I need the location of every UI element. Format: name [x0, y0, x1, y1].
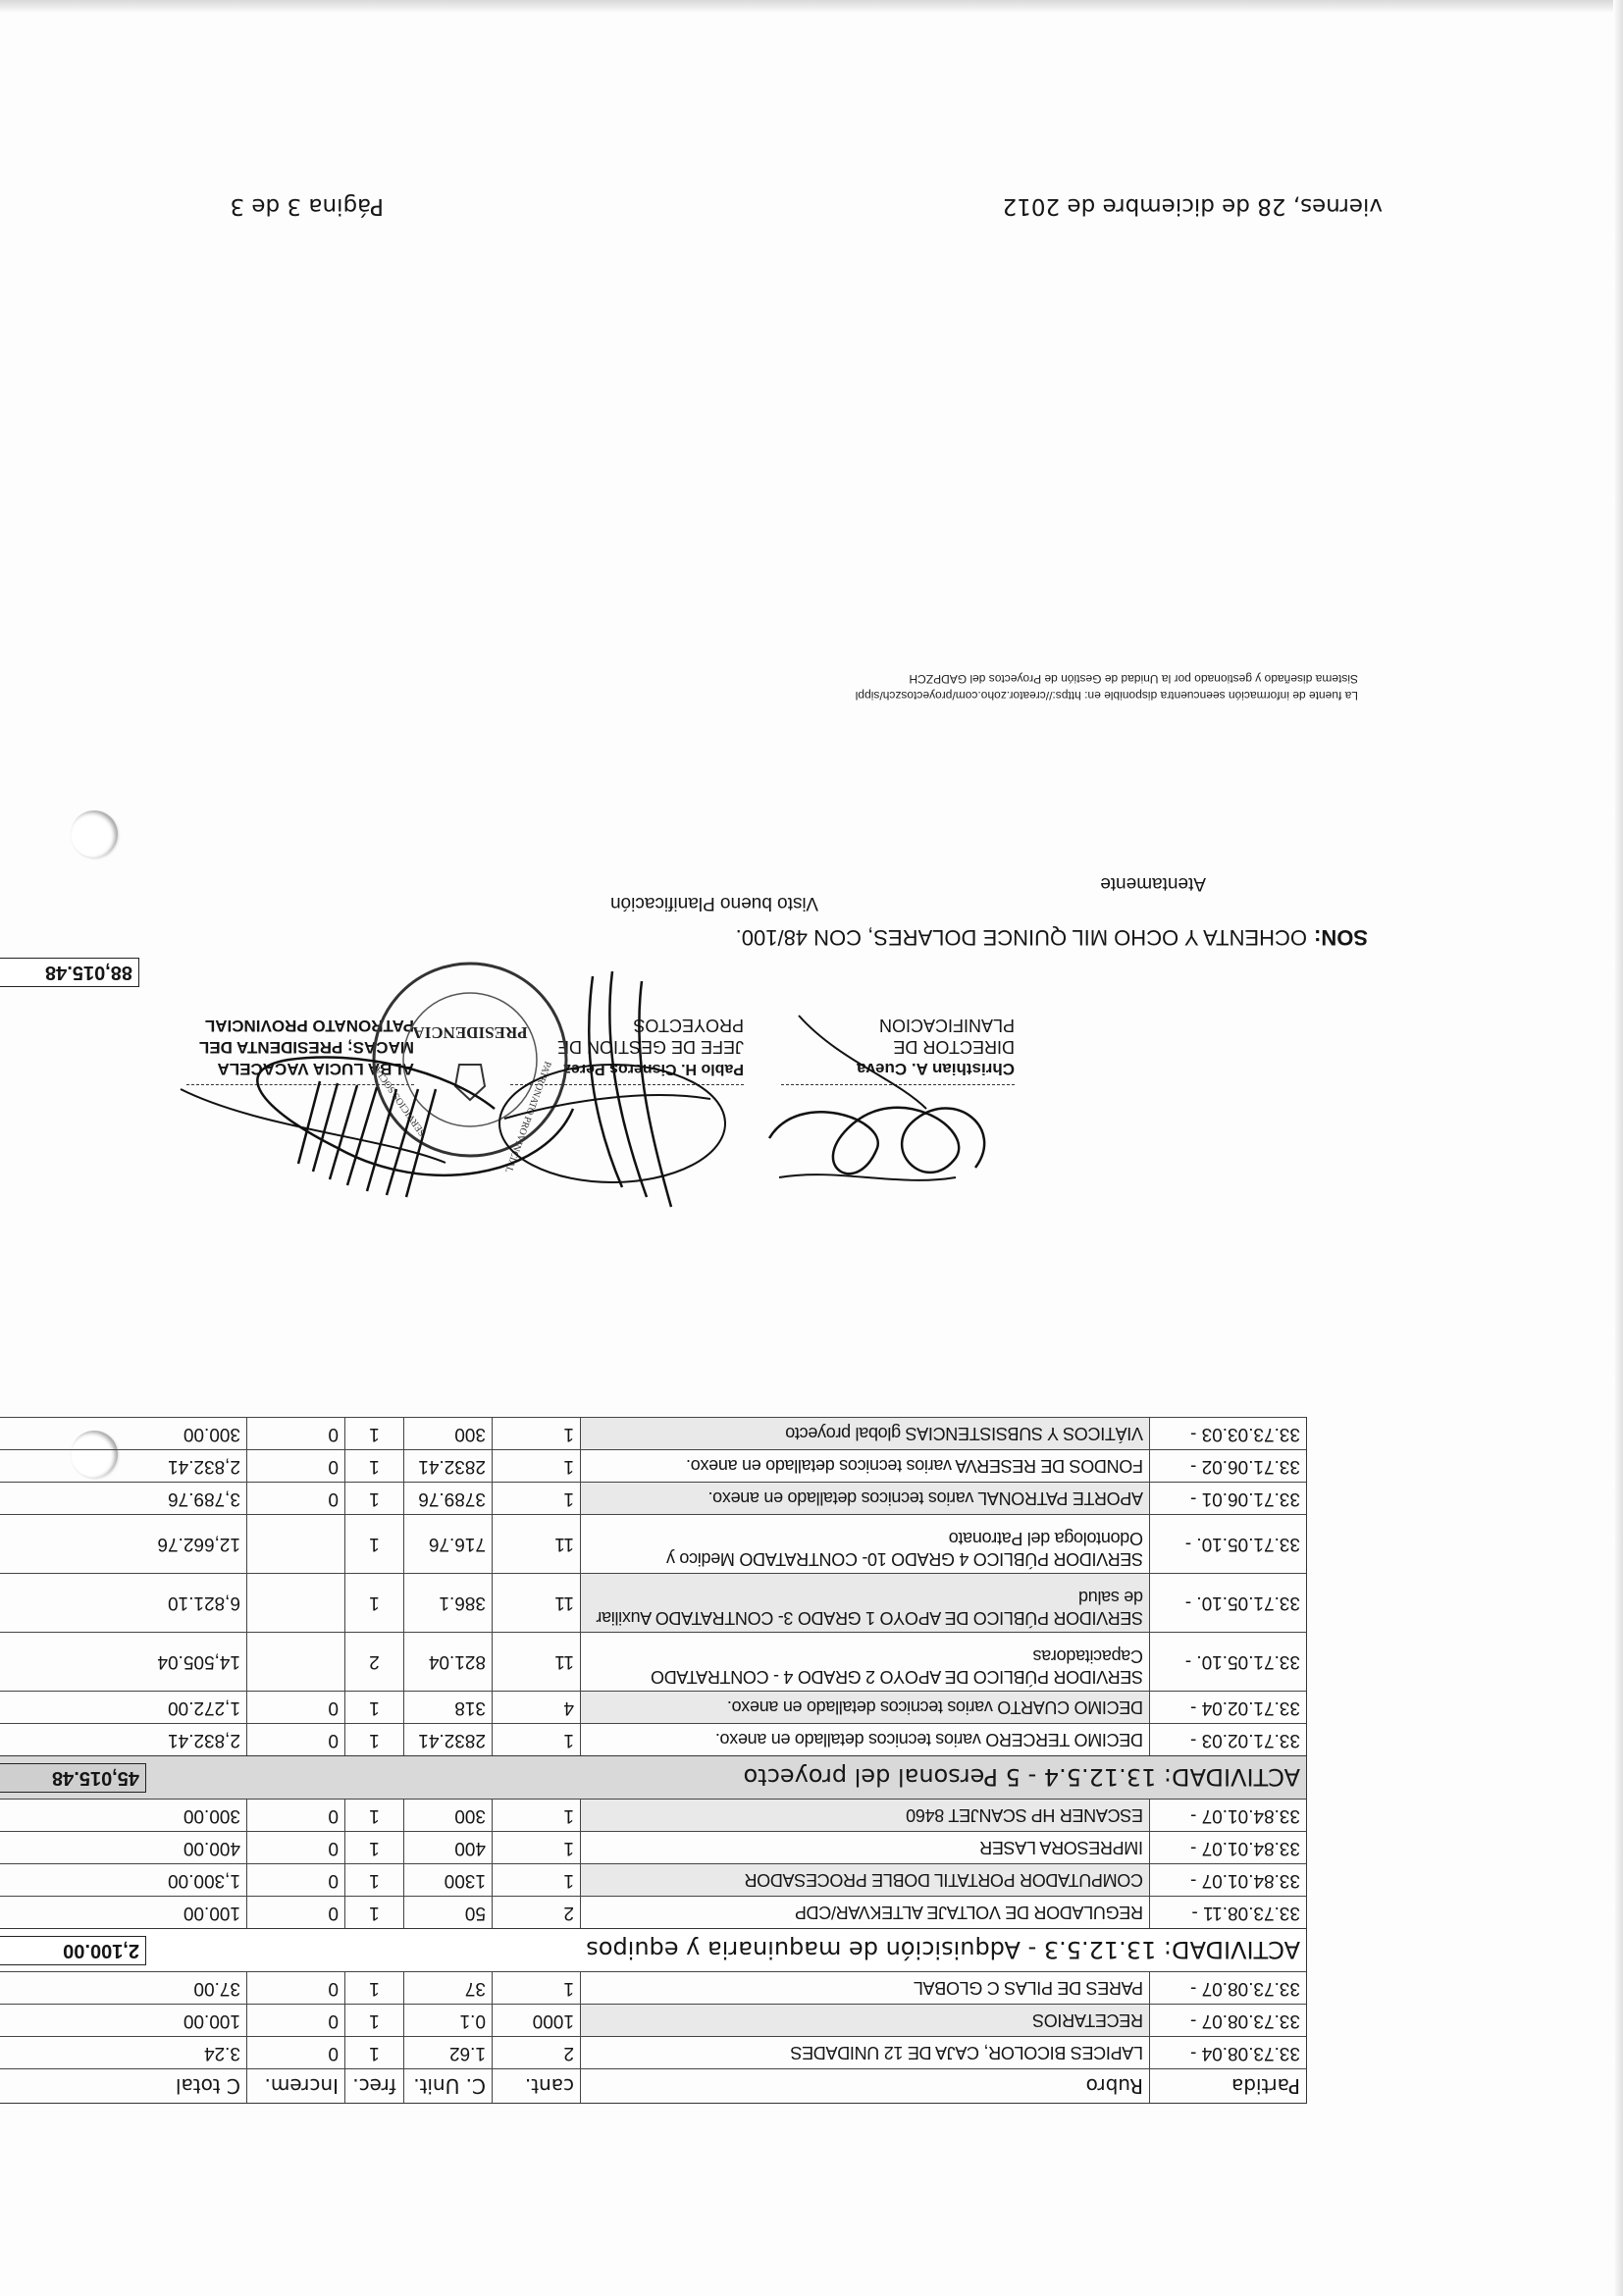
table-row — [0, 2036, 1307, 2068]
cell-cant: 4 — [492, 1692, 580, 1723]
table-row — [0, 1863, 1307, 1896]
cell-cunit: 0.1 — [403, 2005, 492, 2036]
table-row — [0, 2004, 1307, 2036]
table-row — [0, 1417, 1307, 1449]
header-cunit: C. Unit. — [403, 2069, 492, 2103]
cell-total: 37.00 — [193, 1978, 240, 1999]
cell-cunit: 300 — [403, 1800, 492, 1831]
cell-cunit: 3789.76 — [403, 1483, 492, 1514]
cell-partida: 33.71.02.04 - — [1149, 1692, 1306, 1723]
son-amount-in-words: OCHENTA Y OCHO MIL QUINCE DOLARES, CON 48/100. — [735, 925, 1307, 950]
cell-frec: 1 — [344, 1515, 403, 1573]
cell-frec: 1 — [344, 1692, 403, 1723]
cell-rubro: LAPICES BICOLOR, CAJA DE 12 UNIDADES — [580, 2037, 1149, 2068]
cell-frec: 1 — [344, 1832, 403, 1863]
cell-rubro: SERVIDOR PÚBLICO 4 GRADO 10- CONTRATADO Medico y Odontologa del Patronato — [580, 1515, 1149, 1573]
cell-increm — [246, 1515, 344, 1573]
grand-total: 88,015.48 — [0, 958, 139, 987]
cell-frec: 1 — [344, 1972, 403, 2004]
rows-top-group — [0, 1971, 1307, 2068]
cell-increm: 0 — [246, 2037, 344, 2068]
cell-cunit: 318 — [403, 1692, 492, 1723]
activity-label: ACTIVIDAD: 13.12.5.4 - 5 Personal del proyecto — [743, 1763, 1300, 1792]
cell-partida: 33.73.03.03 - — [1149, 1418, 1306, 1449]
activity-row-equipment — [0, 1928, 1307, 1971]
cell-cant: 1 — [492, 1483, 580, 1514]
cell-increm: 0 — [246, 1972, 344, 2004]
cell-partida: 33.84.01.07 - — [1149, 1800, 1306, 1831]
cell-increm — [246, 1574, 344, 1632]
cell-partida: 33.73.08.04 - — [1149, 2037, 1306, 2068]
cell-cant: 1 — [492, 1724, 580, 1755]
cell-increm: 0 — [246, 1864, 344, 1896]
cell-total: 3.24 — [204, 2043, 240, 2063]
cell-total: 14,505.04 — [157, 1651, 240, 1673]
signature-pablo — [485, 962, 740, 1217]
cell-total: 100.00 — [183, 1903, 240, 1923]
cell-partida: 33.71.06.01 - — [1149, 1483, 1306, 1514]
cell-cunit: 2832.41 — [403, 1724, 492, 1755]
document-date: viernes, 28 de diciembre de 2012 — [1002, 193, 1383, 219]
cell-total: 400.00 — [183, 1838, 240, 1858]
cell-cunit: 300 — [403, 1418, 492, 1449]
header-increm: Increm. — [246, 2069, 344, 2103]
cell-partida: 33.84.01.07 - — [1149, 1832, 1306, 1863]
table-row — [0, 1799, 1307, 1831]
cell-rubro: APORTE PATRONAL varios tecnicos detallado en anexo. — [580, 1483, 1149, 1514]
cell-rubro: REGULADOR DE VOLTAJE ALTEKVAR/CDP — [580, 1897, 1149, 1928]
signatory-name: Christhian A. Cueva — [857, 1060, 1015, 1078]
cell-partida: 33.71.06.02 - — [1149, 1450, 1306, 1482]
cell-rubro: SERVIDOR PÚBLICO DE APOYO 1 GRADO 3- CONTRATADO Auxiliar de salud — [580, 1574, 1149, 1632]
activity-total: 2,100.00 — [0, 1936, 146, 1965]
cell-total: 2,832.41 — [168, 1456, 240, 1477]
cell-rubro: RECETARIOS — [580, 2005, 1149, 2036]
cell-cunit: 821.04 — [403, 1633, 492, 1691]
cell-total: 2,832.41 — [168, 1730, 240, 1750]
cell-rubro: DECIMO CUARTO varios tecnicos detallado en anexo. — [580, 1692, 1149, 1723]
cell-total: 1,272.00 — [168, 1697, 240, 1718]
cell-frec: 1 — [344, 1483, 403, 1514]
cell-partida: 33.73.08.11 - — [1149, 1897, 1306, 1928]
signatory-title-2: PROYECTOS — [633, 1016, 744, 1035]
cell-cunit: 1.62 — [403, 2037, 492, 2068]
table-row — [0, 1831, 1307, 1863]
son-label: SON: — [1314, 925, 1368, 950]
cell-frec: 1 — [344, 2005, 403, 2036]
cell-rubro: FONDOS DE RESERVA varios tecnicos detallado en anexo. — [580, 1450, 1149, 1482]
cell-rubro: ESCANER HP SCANJET 8460 — [580, 1800, 1149, 1831]
svg-text:PATRONATO PROVINCIAL: PATRONATO PROVINCIAL — [502, 1059, 553, 1174]
source-line-2: Sistema diseñado y gestionado por la Unidad de Gestión de Proyectos del GADPZCH — [909, 672, 1358, 686]
cell-cant: 1 — [492, 1832, 580, 1863]
cell-cant: 1 — [492, 1864, 580, 1896]
signatory-title-1: DIRECTOR DE — [893, 1037, 1015, 1057]
cell-increm: 0 — [246, 1800, 344, 1831]
table-row — [0, 1896, 1307, 1928]
cell-frec: 1 — [344, 2037, 403, 2068]
cell-partida: 33.73.08.07 - — [1149, 1972, 1306, 2004]
cell-cant: 2 — [492, 1897, 580, 1928]
cell-increm: 0 — [246, 1450, 344, 1482]
cell-rubro: VIÁTICOS Y SUBSISTENCIAS global proyecto — [580, 1418, 1149, 1449]
signatory-title-2: PLANIFICACION — [878, 1016, 1015, 1035]
table-row — [0, 1514, 1307, 1573]
cell-cant: 11 — [492, 1574, 580, 1632]
source-line-1: La fuente de información seencuentra disponible en: https://creator.zoho.com/proyectoszch/sippl — [855, 689, 1358, 703]
table-row — [0, 1691, 1307, 1723]
cell-frec: 1 — [344, 1724, 403, 1755]
cell-cant: 2 — [492, 2037, 580, 2068]
cell-total: 300.00 — [183, 1805, 240, 1826]
cell-frec: 1 — [344, 1897, 403, 1928]
header-rubro: Rubro — [580, 2069, 1149, 2103]
cell-frec: 1 — [344, 1864, 403, 1896]
svg-text:SERVICIOS SOCIAL: SERVICIOS SOCIAL — [369, 1059, 429, 1138]
cell-cunit: 400 — [403, 1832, 492, 1863]
cell-rubro: COMPUTADOR PORTATIL DOBLE PROCESADOR — [580, 1864, 1149, 1896]
cell-partida: 33.71.02.03 - — [1149, 1724, 1306, 1755]
cell-partida: 33.71.05.10. - — [1149, 1574, 1306, 1632]
cell-cunit: 2832.41 — [403, 1450, 492, 1482]
cell-increm: 0 — [246, 1724, 344, 1755]
source-footnote — [856, 670, 1358, 704]
cell-increm: 0 — [246, 1832, 344, 1863]
cell-total: 6,821.10 — [168, 1592, 240, 1614]
cell-rubro: SERVIDOR PÚBLICO DE APOYO 2 GRADO 4 - CONTRATADO Capacitadoras — [580, 1633, 1149, 1691]
cell-frec: 1 — [344, 1450, 403, 1482]
rows-personnel-group — [0, 1417, 1307, 1755]
header-partida: Partida — [1149, 2069, 1306, 2103]
signatory-title-1: MACAS; PRESIDENTA DEL — [198, 1038, 414, 1057]
cell-cunit: 50 — [403, 1897, 492, 1928]
cell-increm: 0 — [246, 1483, 344, 1514]
cell-increm: 0 — [246, 1692, 344, 1723]
cell-rubro: DECIMO TERCERO varios tecnicos detallado en anexo. — [580, 1724, 1149, 1755]
signature-christhian — [740, 1011, 1015, 1226]
table-row — [0, 1632, 1307, 1691]
page-number: Página 3 de 3 — [230, 193, 384, 219]
cell-partida: 33.84.01.07 - — [1149, 1864, 1306, 1896]
visto-bueno-note: Visto bueno Planificación — [610, 893, 818, 913]
cell-increm: 0 — [246, 2005, 344, 2036]
cell-total: 100.00 — [183, 2010, 240, 2031]
table-row — [0, 1449, 1307, 1482]
atentamente-text: Atentamente — [1100, 873, 1206, 894]
cell-frec: 1 — [344, 1800, 403, 1831]
header-cant: cant. — [492, 2069, 580, 2103]
table-row — [0, 1971, 1307, 2004]
cell-cant: 1000 — [492, 2005, 580, 2036]
stamp-center-text: PRESIDENCIA — [412, 1023, 528, 1042]
table-row — [0, 1573, 1307, 1632]
signatory-title-2: PATRONATO PROVINCIAL — [204, 1017, 414, 1035]
table-header-row — [0, 2068, 1307, 2104]
cell-cunit: 716.76 — [403, 1515, 492, 1573]
cell-cant: 1 — [492, 1418, 580, 1449]
activity-label: ACTIVIDAD: 13.12.5.3 - Adquisición de maquinaria y equipos — [586, 1936, 1300, 1964]
cell-increm — [246, 1633, 344, 1691]
rows-equipment-group — [0, 1799, 1307, 1928]
signatory-name: ALBA LUCIA VACACELA — [217, 1060, 414, 1078]
cell-cunit: 37 — [403, 1972, 492, 2004]
cell-partida: 33.73.08.07 - — [1149, 2005, 1306, 2036]
cell-cant: 1 — [492, 1450, 580, 1482]
signatory-title-1: JEFE DE GESTION DE — [556, 1037, 744, 1057]
cell-total: 300.00 — [183, 1424, 240, 1444]
cell-total: 3,789.76 — [168, 1488, 240, 1509]
cell-partida: 33.71.05.10. - — [1149, 1633, 1306, 1691]
activity-row-personnel — [0, 1755, 1307, 1799]
activity-total: 45,015.48 — [0, 1763, 146, 1793]
signatory-name: Pablo H. Cisneros Perez — [562, 1061, 744, 1077]
cell-total: 1,300.00 — [168, 1870, 240, 1891]
cell-cunit: 1300 — [403, 1864, 492, 1896]
cell-total: 12,662.76 — [157, 1534, 240, 1555]
cell-frec: 1 — [344, 1418, 403, 1449]
cell-cunit: 386.1 — [403, 1574, 492, 1632]
cell-partida: 33.71.05.10. - — [1149, 1515, 1306, 1573]
cell-increm: 0 — [246, 1897, 344, 1928]
cell-cant: 11 — [492, 1515, 580, 1573]
header-frec: frec. — [344, 2069, 403, 2103]
cell-rubro: IMPRESORA LASER — [580, 1832, 1149, 1863]
cell-frec: 1 — [344, 1574, 403, 1632]
cell-frec: 2 — [344, 1633, 403, 1691]
cell-rubro: PARES DE PILAS C GLOBAL — [580, 1972, 1149, 2004]
table-row — [0, 1723, 1307, 1755]
budget-table — [0, 1417, 1307, 2104]
cell-cant: 1 — [492, 1972, 580, 2004]
header-ctotal: C total — [175, 2074, 240, 2098]
cell-cant: 1 — [492, 1800, 580, 1831]
cell-cant: 11 — [492, 1633, 580, 1691]
cell-increm: 0 — [246, 1418, 344, 1449]
table-row — [0, 1482, 1307, 1514]
